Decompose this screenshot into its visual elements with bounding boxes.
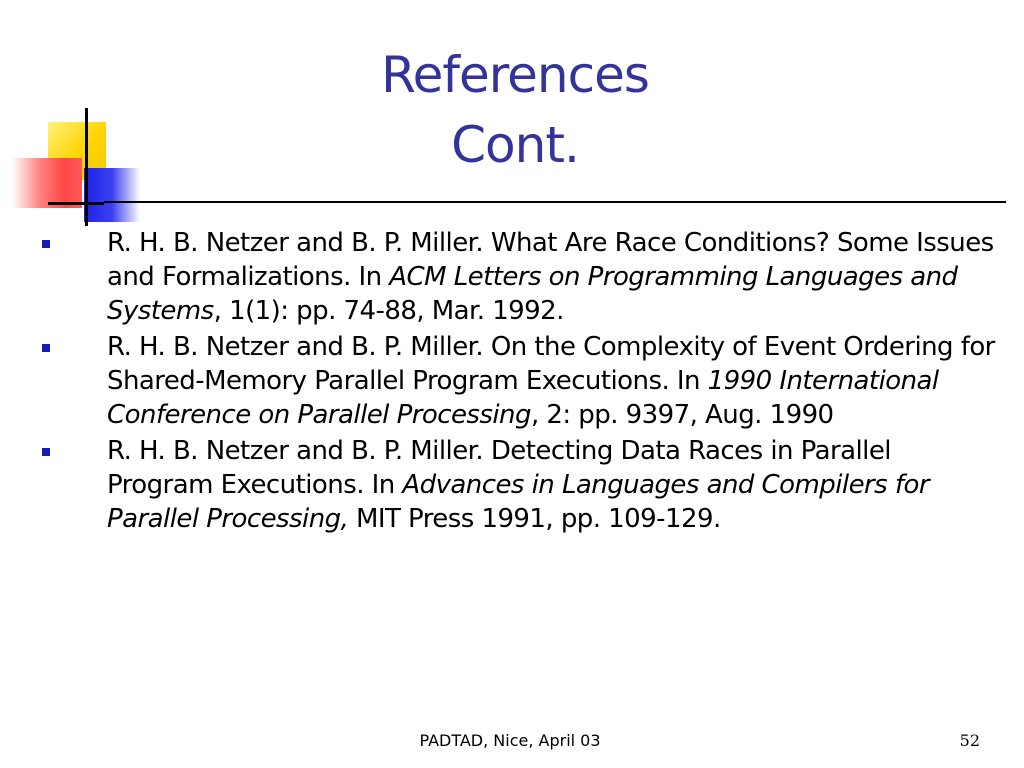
bullet-icon <box>42 344 50 352</box>
page-number: 52 <box>959 731 980 750</box>
list-item <box>40 330 1000 432</box>
list-item <box>40 434 1000 536</box>
reference-text: R. H. B. Netzer and B. P. Miller. What Are Race Conditions? Some Issues and Formalizations. In <box>107 228 994 292</box>
reference-details: , 2: pp. 9397, Aug. 1990 <box>530 400 834 430</box>
reference-venue: ACM Letters on Programming Languages and Systems <box>107 262 958 326</box>
page-title <box>260 40 770 180</box>
reference-text: R. H. B. Netzer and B. P. Miller. On the Complexity of Event Ordering for Shared-Memory Parallel Program Executions. In <box>107 332 995 396</box>
title-line-2: Cont. <box>451 116 579 174</box>
reference-venue: 1990 International Conference on Parallel Processing <box>107 366 939 430</box>
decorative-vertical-line <box>85 108 88 226</box>
reference-details: , 1(1): pp. 74-88, Mar. 1992. <box>213 296 564 326</box>
title-divider <box>104 201 1006 203</box>
bullet-icon <box>42 240 50 248</box>
reference-text: R. H. B. Netzer and B. P. Miller. Detecting Data Races in Parallel Program Executions. In <box>107 436 891 500</box>
reference-list <box>40 226 1000 538</box>
title-line-1: References <box>381 46 649 104</box>
reference-details: MIT Press 1991, pp. 109-129. <box>348 504 721 534</box>
bullet-icon <box>42 448 50 456</box>
list-item <box>40 226 1000 328</box>
reference-venue: Advances in Languages and Compilers for Parallel Processing, <box>107 470 929 534</box>
decorative-short-rule <box>48 202 104 205</box>
decorative-blue-square <box>84 168 140 222</box>
footer-text: PADTAD, Nice, April 03 <box>419 731 601 750</box>
decorative-red-square <box>12 158 82 208</box>
